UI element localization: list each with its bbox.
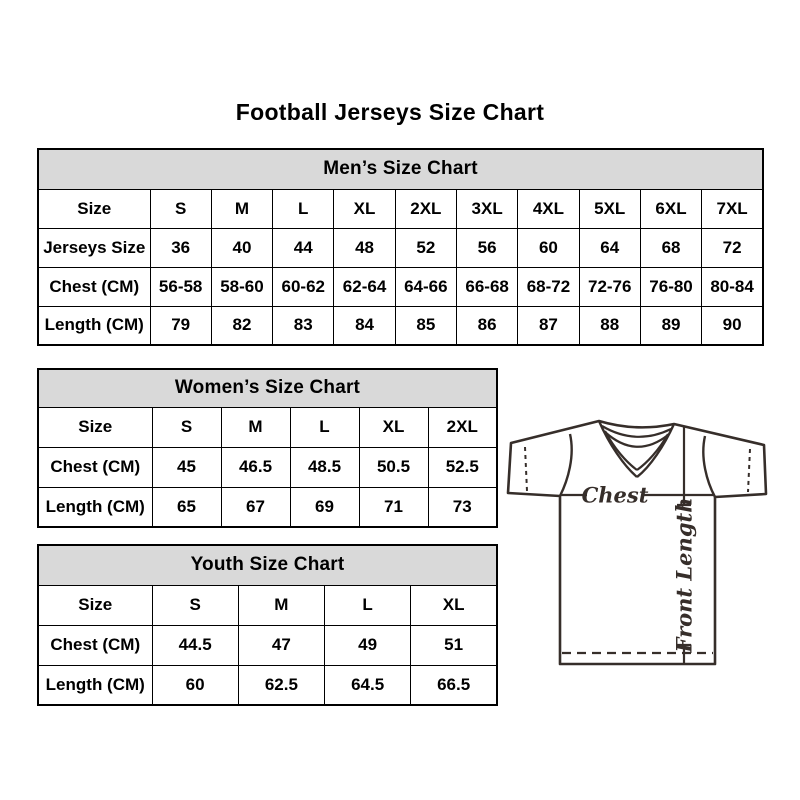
table-title-row [38,149,763,189]
row-label-cell: Length (CM) [38,306,150,345]
value-cell: L [273,189,334,228]
value-cell: 44 [273,228,334,267]
table-row [38,585,497,625]
value-cell: 60 [518,228,579,267]
table-row [38,447,497,487]
page-title: Football Jerseys Size Chart [235,99,545,125]
row-label-cell: Size [38,407,152,447]
value-cell: XL [359,407,428,447]
row-label-cell: Jerseys Size [38,228,150,267]
table-row [38,306,763,345]
value-cell: 56-58 [150,267,211,306]
value-cell: 4XL [518,189,579,228]
front-length-label: Front Length [671,497,697,653]
value-cell: 62.5 [238,665,324,705]
value-cell: 85 [395,306,456,345]
jersey-measurement-diagram [505,410,775,672]
table-row [38,228,763,267]
womens-size-table [37,368,498,528]
value-cell: 46.5 [221,447,290,487]
value-cell: 80-84 [702,267,763,306]
value-cell: 66-68 [456,267,517,306]
value-cell: 87 [518,306,579,345]
value-cell: 2XL [428,407,497,447]
value-cell: 64-66 [395,267,456,306]
value-cell: 52.5 [428,447,497,487]
value-cell: 84 [334,306,395,345]
row-label-cell: Chest (CM) [38,625,152,665]
table-row [38,487,497,527]
table-row [38,407,497,447]
table-title-row [38,545,497,585]
table-row [38,267,763,306]
table-row [38,665,497,705]
value-cell: 60 [152,665,238,705]
value-cell: 71 [359,487,428,527]
value-cell: 58-60 [211,267,272,306]
value-cell: 83 [273,306,334,345]
value-cell: 45 [152,447,221,487]
value-cell: L [290,407,359,447]
value-cell: 72-76 [579,267,640,306]
value-cell: 69 [290,487,359,527]
row-label-cell: Chest (CM) [38,267,150,306]
value-cell: L [325,585,411,625]
value-cell: 90 [702,306,763,345]
value-cell: 52 [395,228,456,267]
value-cell: 6XL [640,189,701,228]
value-cell: 68-72 [518,267,579,306]
youth-table-title: Youth Size Chart [38,545,497,585]
womens-table-title: Women’s Size Chart [38,369,497,407]
row-label-cell: Size [38,585,152,625]
table-row [38,189,763,228]
value-cell: 3XL [456,189,517,228]
table-title-row [38,369,497,407]
value-cell: 51 [411,625,497,665]
value-cell: 60-62 [273,267,334,306]
value-cell: 64 [579,228,640,267]
value-cell: S [152,407,221,447]
row-label-cell: Length (CM) [38,487,152,527]
value-cell: 79 [150,306,211,345]
mens-table-title: Men’s Size Chart [38,149,763,189]
mens-size-table [37,148,764,346]
chest-label: Chest [581,482,649,508]
value-cell: 48.5 [290,447,359,487]
value-cell: 82 [211,306,272,345]
value-cell: 86 [456,306,517,345]
value-cell: 2XL [395,189,456,228]
row-label-cell: Size [38,189,150,228]
value-cell: 44.5 [152,625,238,665]
value-cell: M [238,585,324,625]
value-cell: 67 [221,487,290,527]
value-cell: 40 [211,228,272,267]
value-cell: 62-64 [334,267,395,306]
value-cell: 5XL [579,189,640,228]
row-label-cell: Length (CM) [38,665,152,705]
value-cell: XL [411,585,497,625]
value-cell: XL [334,189,395,228]
value-cell: M [211,189,272,228]
table-row [38,625,497,665]
value-cell: 73 [428,487,497,527]
jersey-outline [508,421,766,664]
value-cell: 50.5 [359,447,428,487]
value-cell: 36 [150,228,211,267]
value-cell: 49 [325,625,411,665]
value-cell: 76-80 [640,267,701,306]
value-cell: 7XL [702,189,763,228]
value-cell: S [152,585,238,625]
value-cell: 89 [640,306,701,345]
value-cell: 64.5 [325,665,411,705]
value-cell: 72 [702,228,763,267]
value-cell: S [150,189,211,228]
value-cell: 88 [579,306,640,345]
value-cell: 56 [456,228,517,267]
value-cell: 48 [334,228,395,267]
row-label-cell: Chest (CM) [38,447,152,487]
youth-size-table [37,544,498,706]
value-cell: M [221,407,290,447]
value-cell: 65 [152,487,221,527]
value-cell: 47 [238,625,324,665]
value-cell: 68 [640,228,701,267]
value-cell: 66.5 [411,665,497,705]
